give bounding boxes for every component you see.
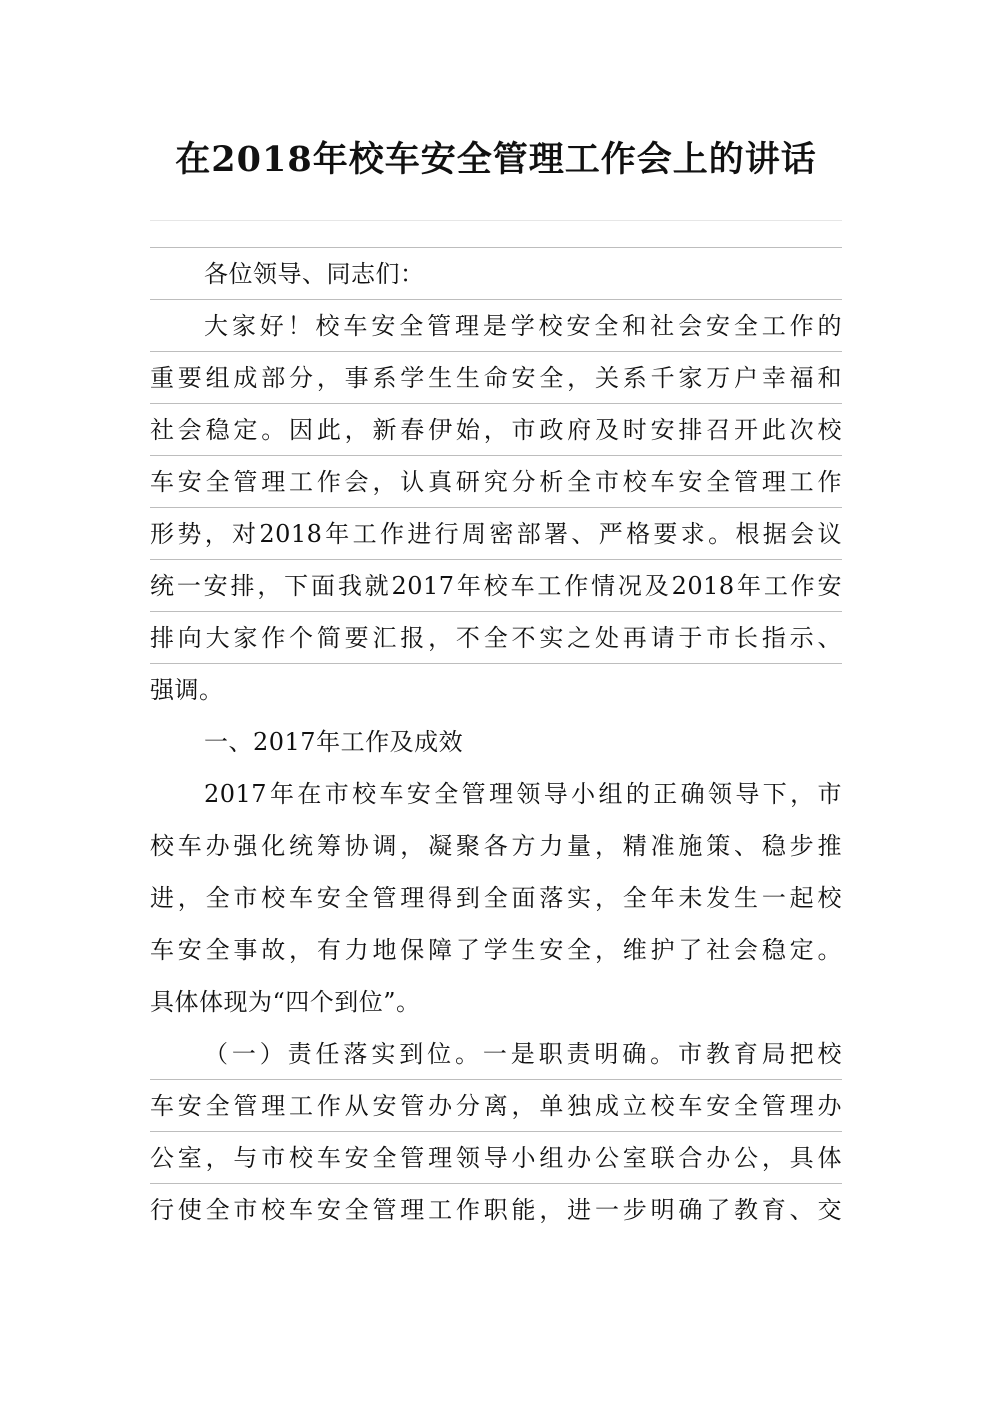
text-line: 车安全事故，有力地保障了学生安全，维护了社会稳定。 [150, 936, 842, 964]
text-line: 重要组成部分，事系学生生命安全，关系千家万户幸福和 [150, 351, 842, 403]
text-line: 各位领导、同志们： [150, 247, 842, 299]
text-line: 统一安排，下面我就2017年校车工作情况及2018年工作安 [150, 559, 842, 611]
text-line: 校车办强化统筹协调，凝聚各方力量，精准施策、稳步推 [150, 832, 842, 860]
title-divider [150, 220, 842, 221]
text-line: 形势，对2018年工作进行周密部署、严格要求。根据会议 [150, 507, 842, 559]
section-heading: 一、2017年工作及成效 [204, 728, 464, 756]
text-line: 大家好！校车安全管理是学校安全和社会安全工作的 [150, 299, 842, 351]
text-line: 社会稳定。因此，新春伊始，市政府及时安排召开此次校 [150, 403, 842, 455]
text-line: 排向大家作个简要汇报，不全不实之处再请于市长指示、 [150, 611, 842, 663]
text-line: 行使全市校车安全管理工作职能，进一步明确了教育、交 [150, 1183, 842, 1235]
text-line: 强调。 [150, 663, 842, 715]
text-line: 进，全市校车安全管理得到全面落实，全年未发生一起校 [150, 884, 842, 912]
document-title: 在2018年校车安全管理工作会上的讲话 [175, 139, 817, 180]
document-body [150, 247, 842, 1235]
text-line: 具体体现为“四个到位”。 [150, 988, 421, 1016]
text-line: 公室，与市校车安全管理领导小组办公室联合办公，具体 [150, 1131, 842, 1183]
text-line: 车安全管理工作会，认真研究分析全市校车安全管理工作 [150, 455, 842, 507]
text-line: （一）责任落实到位。一是职责明确。市教育局把校 [204, 1040, 842, 1068]
text-line: 2017年在市校车安全管理领导小组的正确领导下，市 [204, 780, 842, 808]
text-line: 车安全管理工作从安管办分离，单独成立校车安全管理办 [150, 1079, 842, 1131]
